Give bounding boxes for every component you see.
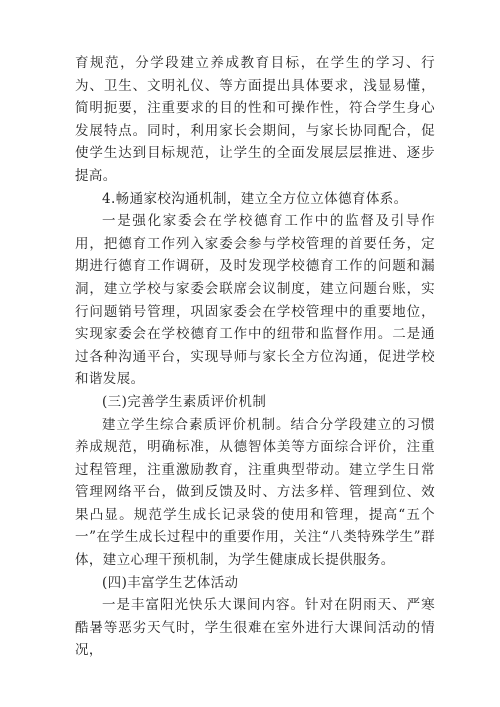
paragraph-activities: 一是丰富阳光快乐大课间内容。针对在阴雨天、严寒酷暑等恶劣天气时，学生很难在室外进行大课间活动的情况， [75,597,435,659]
paragraph-home-school: 一是强化家委会在学校德育工作中的监督及引导作用，把德育工作列入家委会参与学校管理的首要任务，定期进行德育工作调研，及时发现学校德育工作的问题和漏洞，建立学校与家委会联席会议制度，建立问题台账，实行问题销号管理，巩固家委会在学校管理中的重要地位，实现家委会在学校德育工作中的纽带和监督作用。二是通过各种沟通平台，实现导师与家长全方位沟通，促进学校和谐发展。 [75,213,435,388]
section-heading-3: (三)完善学生素质评价机制 [102,393,267,410]
section-heading-4: 4.畅通家校沟通机制，建立全方位立体德育体系。 [102,190,408,207]
section-heading-4-activities: (四)丰富学生艺体活动 [102,574,239,591]
paragraph-evaluation: 建立学生综合素质评价机制。结合分学段建立的习惯养成规范，明确标准，从德智体美等方面综合评价，注重过程管理，注重激励教育，注重典型带动。建立学生日常管理网络平台，做到反馈及时、方法多样、管理到位、效果凸显。规范学生成长记录袋的使用和管理，提高“五个一”在学生成长过程中的重要作用，关注“八类特殊学生”群体，建立心理干预机制，为学生健康成长提供服务。 [75,416,435,569]
paragraph-continued: 育规范，分学段建立养成教育目标，在学生的学习、行为、卫生、文明礼仪、等方面提出具体要求，浅显易懂，简明扼要，注重要求的目的性和可操作性，符合学生身心发展特点。同时，利用家长会期间，与家长协同配合，促使学生达到目标规范，让学生的全面发展层层推进、逐步提高。 [75,55,435,184]
document-body [75,52,435,662]
